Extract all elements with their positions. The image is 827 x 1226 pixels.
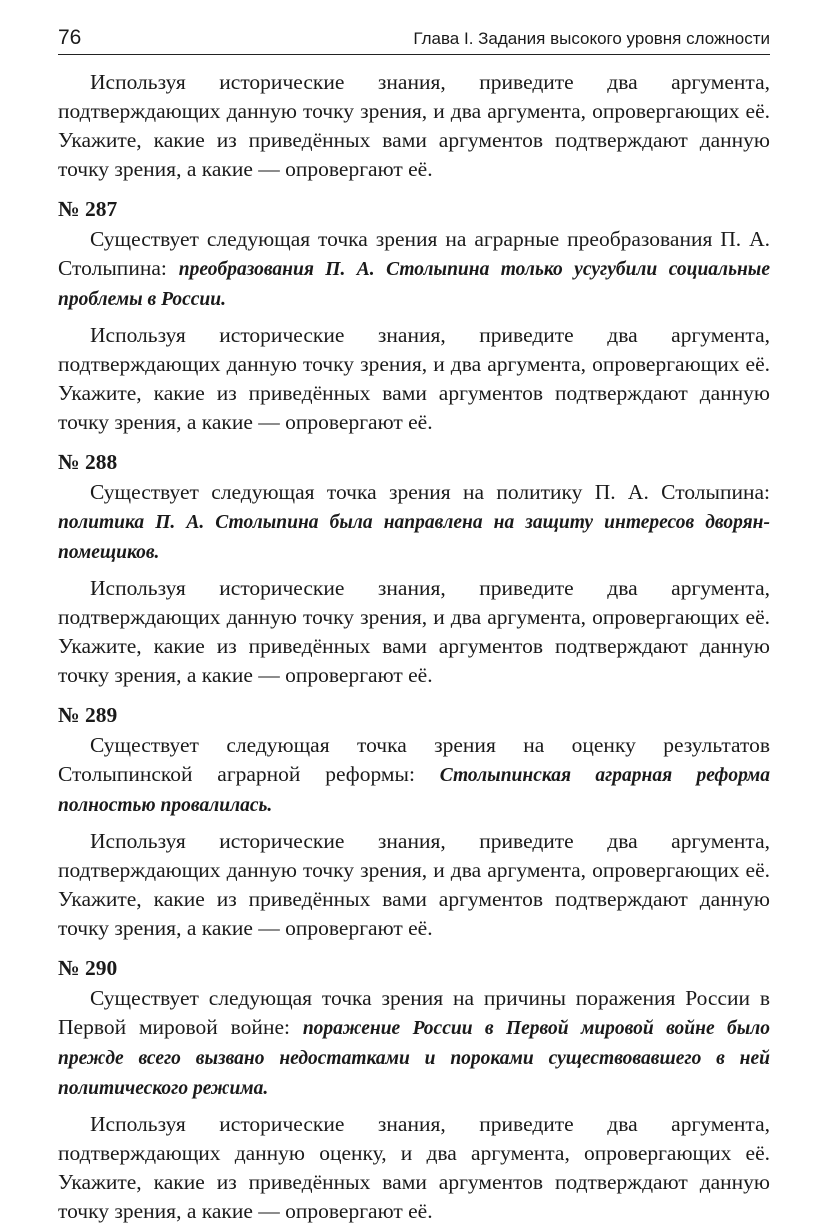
statement-text: Существует следующая точка зрения на политику П. А. Столыпина: (90, 480, 770, 504)
chapter-title: Глава I. Задания высокого уровня сложности (413, 29, 770, 48)
task-number: № 287 (58, 197, 118, 221)
task-instruction: Используя исторические знания, приведите два аргумента, подтверждающих данную точку зрения, и два аргумента, опровергающих её. Укажите, какие из приведённых вами аргументов подтверждают данную точку зрения, а какие — опровергают её. (58, 829, 770, 940)
book-page (58, 24, 770, 1226)
task-instruction: Используя исторические знания, приведите два аргумента, подтверждающих данную оценку, и два аргумента, опровергающих её. Укажите, какие из приведённых вами аргументов подтверждают данную точку зрения, а какие — опровергают её. (58, 1112, 770, 1223)
task-number: № 289 (58, 703, 118, 727)
page-header (58, 24, 770, 55)
statement-text: Существует следующая точка зрения на аграрные преобразования П. А. Столыпина: (58, 227, 770, 280)
task-287 (58, 195, 770, 437)
task-number: № 288 (58, 450, 118, 474)
viewpoint-text: Столыпинская аграрная реформа полностью провалилась. (58, 765, 770, 816)
statement-text: Существует следующая точка зрения на причины поражения России в Первой мировой войне: (58, 986, 770, 1039)
task-number: № 290 (58, 956, 118, 980)
task-instruction: Используя исторические знания, приведите два аргумента, подтверждающих данную точку зрения, и два аргумента, опровергающих её. Укажите, какие из приведённых вами аргументов подтверждают данную точку зрения, а какие — опровергают её. (58, 576, 770, 687)
viewpoint-text: преобразования П. А. Столыпина только усугубили социальные проблемы в России. (58, 259, 770, 310)
task-statement (58, 478, 770, 567)
task-288 (58, 448, 770, 690)
page-number: 76 (58, 26, 82, 49)
task-289 (58, 701, 770, 943)
task-statement (58, 731, 770, 820)
task-290 (58, 954, 770, 1226)
viewpoint-text: политика П. А. Столыпина была направлена на защиту интересов дворян-помещиков. (58, 512, 770, 563)
task-instruction: Используя исторические знания, приведите два аргумента, подтверждающих данную точку зрения, и два аргумента, опровергающих её. Укажите, какие из приведённых вами аргументов подтверждают данную точку зрения, а какие — опровергают её. (58, 323, 770, 434)
statement-text: Существует следующая точка зрения на оценку результатов Столыпинской аграрной реформы: (58, 733, 770, 786)
task-statement (58, 225, 770, 314)
viewpoint-text: поражение России в Первой мировой войне было прежде всего вызвано недостатками и пороками существовавшего в ней политического режима. (58, 1018, 770, 1099)
intro-instruction: Используя исторические знания, приведите два аргумента, подтверждающих данную точку зрения, и два аргумента, опровергающих её. Укажите, какие из приведённых вами аргументов подтверждают данную точку зрения, а какие — опровергают её. (58, 70, 770, 181)
page-content (58, 68, 770, 1226)
task-statement (58, 984, 770, 1103)
